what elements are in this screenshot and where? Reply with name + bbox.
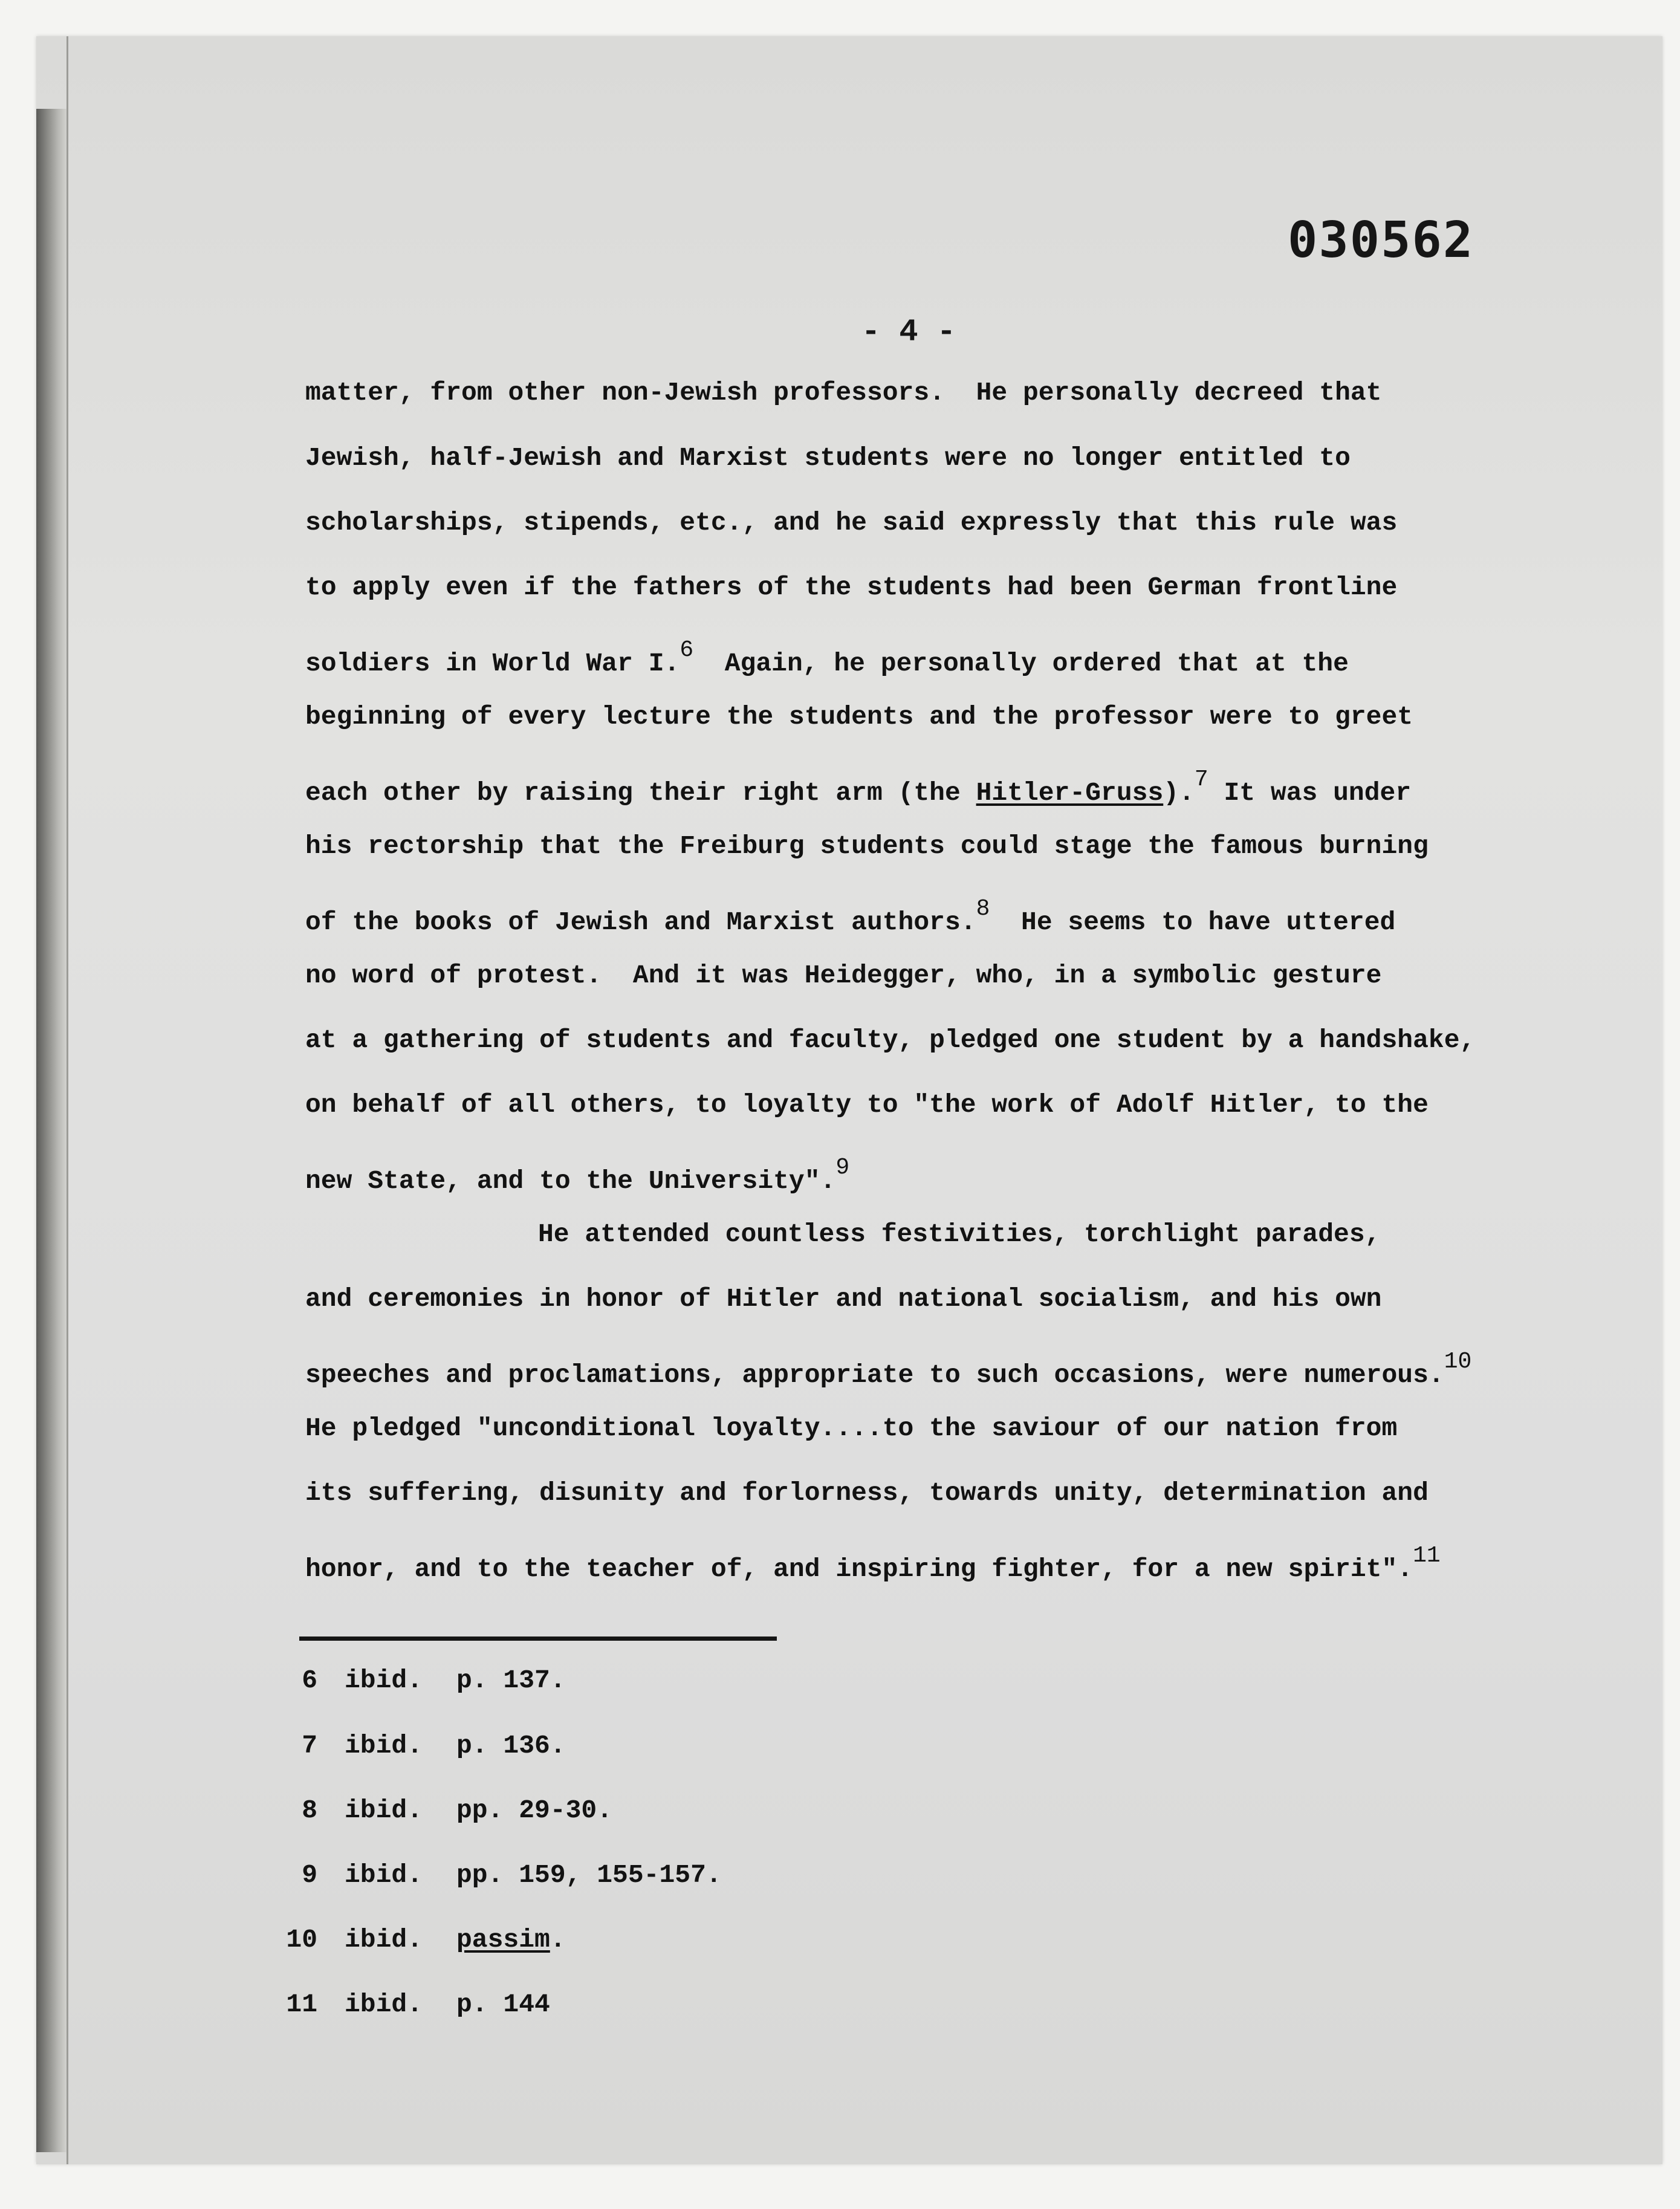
footnote-ibid: ibid.: [345, 1666, 423, 1695]
footnote-number: 9: [302, 1860, 317, 1890]
page-number: - 4 -: [861, 314, 956, 350]
paragraph-2-line-3: [305, 1349, 1471, 1390]
underlined-term: passim: [456, 1925, 550, 1954]
footnote-reference: [456, 1925, 566, 1954]
paragraph-1-line-5: [305, 637, 1349, 678]
paragraph-2-line-2: and ceremonies in honor of Hitler and national socialism, and his own: [305, 1284, 1382, 1314]
footnote-number: 6: [302, 1666, 317, 1695]
paragraph-1-line-4: to apply even if the fathers of the students had been German frontline: [305, 573, 1398, 602]
paragraph-1-line-6: beginning of every lecture the students and the professor were to greet: [305, 702, 1413, 731]
footnote-reference: p. 144: [456, 1990, 550, 2019]
paragraph-1-line-11: at a gathering of students and faculty, pledged one student by a handshake,: [305, 1025, 1476, 1055]
paragraph-1-line-10: no word of protest. And it was Heidegger, who, in a symbolic gesture: [305, 961, 1382, 990]
sheet-left-edge: [66, 36, 68, 2164]
footnote-number: 8: [302, 1795, 317, 1825]
line-text: speeches and proclamations, appropriate to such occasions, were numerous.: [305, 1360, 1444, 1390]
line-text: ).: [1163, 778, 1195, 808]
line-text: each other by raising their right arm (the: [305, 778, 976, 808]
line-text: soldiers in World War I.: [305, 649, 680, 678]
footnote-ref-6: 6: [679, 637, 694, 663]
footnote-ref-7: 7: [1194, 767, 1208, 793]
footnote-reference: pp. 159, 155-157.: [456, 1860, 722, 1890]
line-text: honor, and to the teacher of, and inspiring fighter, for a new spirit".: [305, 1554, 1413, 1584]
footnote-ref-10: 10: [1444, 1349, 1472, 1375]
paragraph-1-line-8: his rectorship that the Freiburg students could stage the famous burning: [305, 831, 1429, 861]
footnote-number: 11: [286, 1990, 317, 2019]
paragraph-1-line-7: [305, 767, 1411, 808]
footnote-ibid: ibid.: [345, 1990, 423, 2019]
paragraph-2-line-6: [305, 1543, 1441, 1584]
paragraph-1-line-3: scholarships, stipends, etc., and he said expressly that this rule was: [305, 508, 1398, 537]
binding-edge-shadow: [36, 109, 68, 2152]
footnote-ref-11: 11: [1413, 1543, 1441, 1569]
line-text: new State, and to the University".: [305, 1166, 836, 1196]
line-text: Again, he personally ordered that at the: [693, 649, 1349, 678]
line-text: He seems to have uttered: [990, 907, 1396, 937]
underlined-term: Hitler-Gruss: [976, 778, 1164, 808]
paragraph-2-line-5: its suffering, disunity and forlorness, towards unity, determination and: [305, 1478, 1429, 1508]
line-text: It was under: [1208, 778, 1412, 808]
paragraph-1-line-12: on behalf of all others, to loyalty to "the work of Adolf Hitler, to the: [305, 1090, 1429, 1120]
paragraph-1-line-9: [305, 896, 1395, 937]
footnote-ibid: ibid.: [345, 1731, 423, 1760]
footnote-ref-9: 9: [835, 1155, 850, 1181]
footnote-divider: [299, 1636, 777, 1641]
footnote-reference: pp. 29-30.: [456, 1795, 613, 1825]
line-text: of the books of Jewish and Marxist authors.: [305, 907, 976, 937]
footnote-ibid: ibid.: [345, 1925, 423, 1954]
footnote-period: .: [550, 1925, 566, 1954]
paragraph-1-line-1: matter, from other non-Jewish professors. He personally decreed that: [305, 378, 1382, 407]
footnote-ref-8: 8: [976, 896, 990, 922]
footnote-ibid: ibid.: [345, 1860, 423, 1890]
footnote-reference: p. 137.: [456, 1666, 566, 1695]
paragraph-1-line-2: Jewish, half-Jewish and Marxist students were no longer entitled to: [305, 443, 1351, 473]
paragraph-2-line-4: He pledged "unconditional loyalty....to the saviour of our nation from: [305, 1413, 1398, 1443]
document-number: 030562: [1288, 212, 1474, 269]
footnote-number: 10: [286, 1925, 317, 1954]
footnote-number: 7: [302, 1731, 317, 1760]
paragraph-2-line-1: He attended countless festivities, torchlight parades,: [538, 1219, 1381, 1249]
footnote-ibid: ibid.: [345, 1795, 423, 1825]
paragraph-1-line-13: [305, 1155, 849, 1196]
footnote-reference: p. 136.: [456, 1731, 566, 1760]
